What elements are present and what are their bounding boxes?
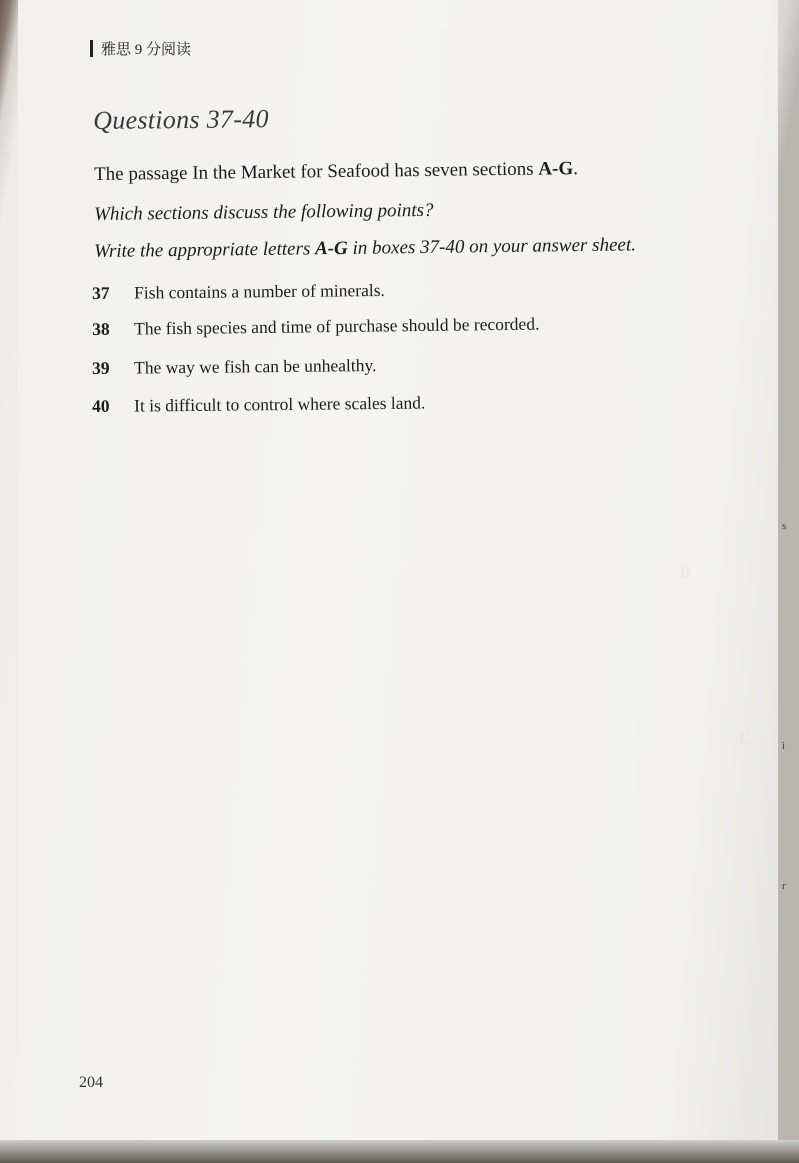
page-bottom-shadow xyxy=(0,1140,799,1163)
header-bar-icon xyxy=(90,40,93,57)
intro-text: The passage In the Market for Seafood has seven sections xyxy=(94,158,539,185)
question-text: The way we fish can be unhealthy. xyxy=(133,355,377,378)
intro-suffix: . xyxy=(573,158,579,180)
question-number: 39 xyxy=(92,357,110,378)
question-text: Fish contains a number of minerals. xyxy=(133,279,385,303)
question-item-40 xyxy=(92,393,425,417)
intro-range: A-G xyxy=(538,158,574,180)
question-item-37 xyxy=(92,280,385,304)
show-through-text: B xyxy=(680,565,691,582)
adjacent-page-edge: r xyxy=(782,880,786,892)
show-through-text: C xyxy=(740,730,751,747)
adjacent-page-edge: s xyxy=(782,520,787,532)
questions-title: Questions 37-40 xyxy=(93,104,269,135)
running-header xyxy=(90,38,191,59)
page-number: 204 xyxy=(79,1074,103,1091)
instruction-line-1: Which sections discuss the following points? xyxy=(94,199,434,225)
instruction-2-range: A-G xyxy=(314,237,348,260)
instruction-2-suffix: in boxes 37-40 on your answer sheet. xyxy=(347,234,637,259)
question-number: 40 xyxy=(92,395,110,416)
question-text: The fish species and time of purchase should be recorded. xyxy=(133,313,540,339)
instruction-2-text: Write the appropriate letters xyxy=(94,238,316,262)
running-title: 雅思 9 分阅读 xyxy=(101,42,192,58)
question-number: 37 xyxy=(92,282,110,303)
question-item-39 xyxy=(92,355,377,379)
adjacent-page-edge: i xyxy=(782,740,786,752)
question-number: 38 xyxy=(92,318,110,339)
question-text: It is difficult to control where scales land. xyxy=(133,392,426,416)
